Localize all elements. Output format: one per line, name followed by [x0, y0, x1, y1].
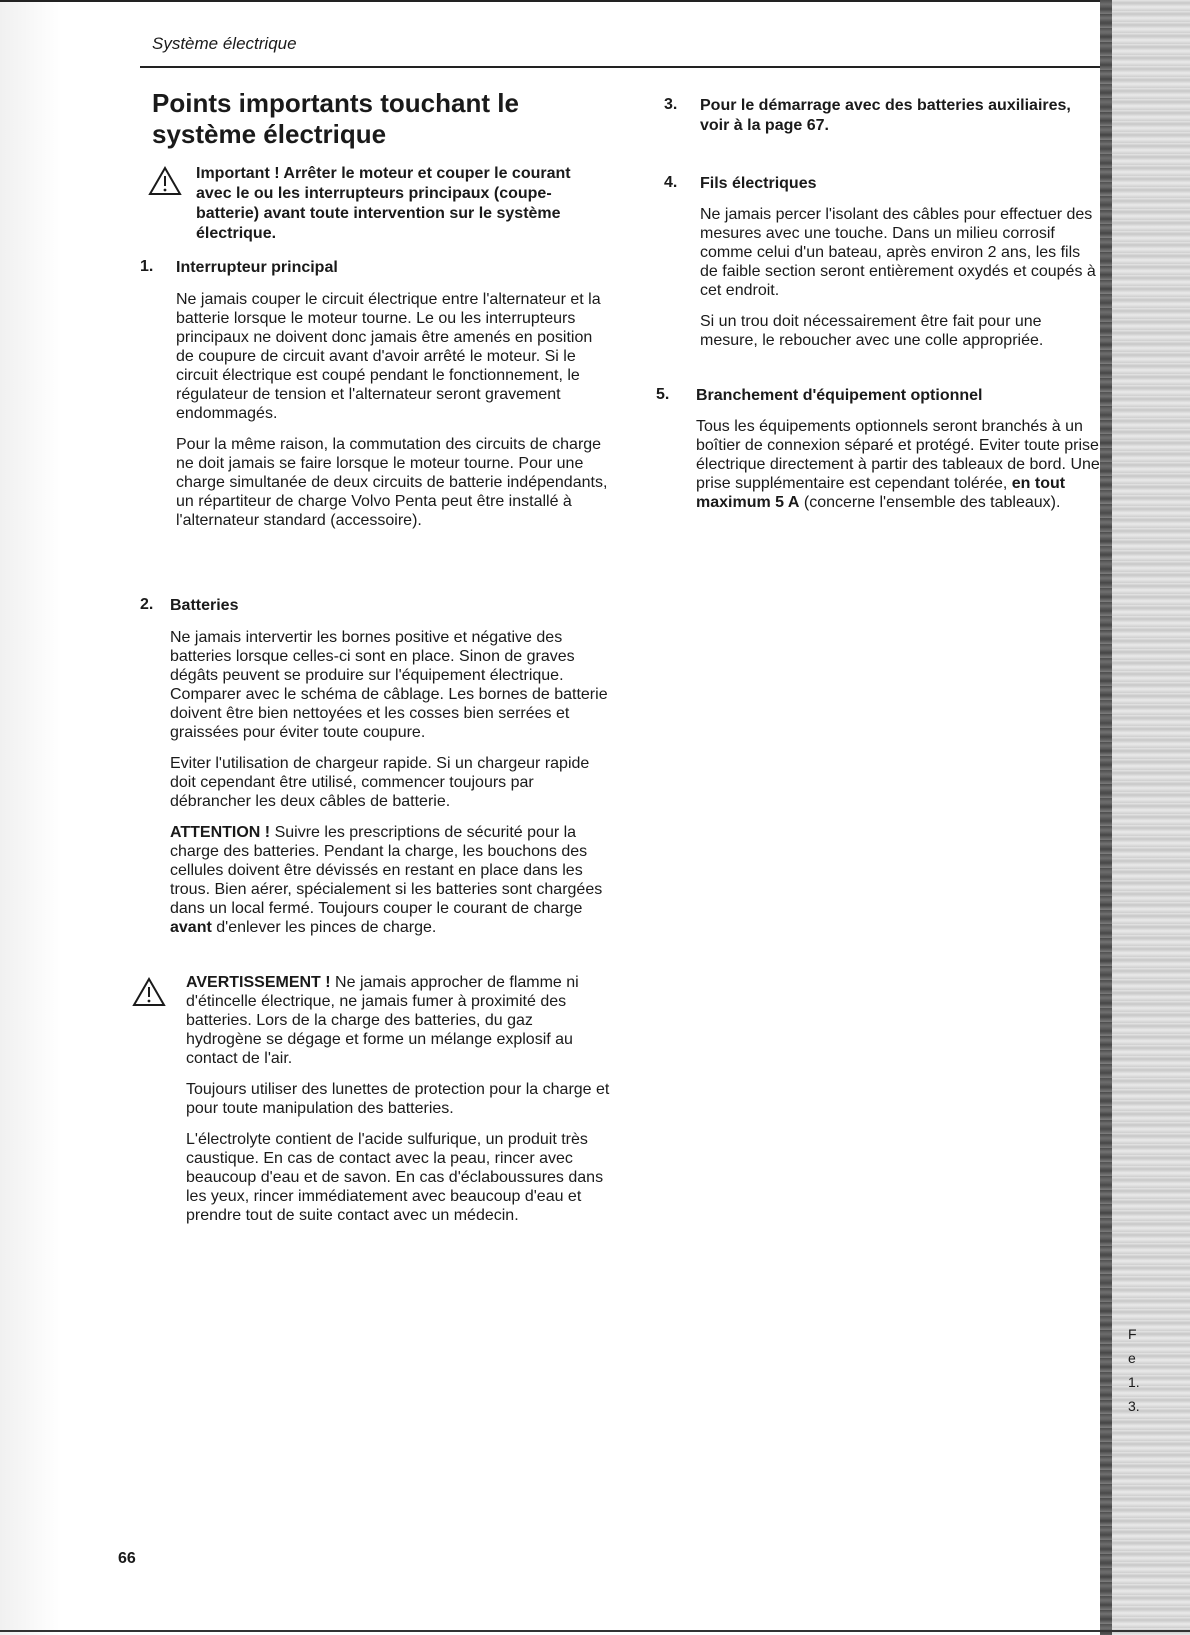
page-title: Points importants touchant le système électrique	[152, 88, 519, 149]
item-heading: Branchement d'équipement optionnel	[696, 387, 983, 404]
attention-bold-word: avant	[170, 919, 212, 936]
top-rule	[0, 0, 1100, 2]
header-rule	[140, 66, 1100, 68]
paragraph	[696, 417, 1100, 512]
scan-binding-strip	[1100, 0, 1112, 1635]
text-segment: Tous les équipements optionnels seront branchés à un boîtier de connexion séparé et protégé. Eviter toute prise électrique directement à partir des tableaux de bord. Une prise supplémentaire est cependant tolérée,	[696, 418, 1100, 492]
scan-shadow-left	[0, 0, 60, 1635]
attention-paragraph	[170, 823, 610, 937]
item-number: 5.	[656, 386, 670, 403]
paragraph: L'électrolyte contient de l'acide sulfurique, un produit très caustique. En cas de contact avec la peau, rincer avec beaucoup d'eau et de savon. En cas d'éclaboussures dans les yeux, rincer immédiatement avec beaucoup d'eau et prendre tout de suite contact avec un médecin.	[186, 1131, 604, 1224]
item-fils	[660, 174, 1100, 350]
right-column	[656, 96, 1100, 512]
paragraph: Ne jamais intervertir les bornes positive et négative des batteries lorsque celles-ci sont en place. Sinon de graves dégâts peuvent se produire sur l'équipement électrique. Comparer avec le schéma de câblage. Les bornes de batterie doivent être bien nettoyées et les cosses bien serrées et graissées pour éviter toute coupure.	[170, 629, 608, 741]
paragraph: Si un trou doit nécessairement être fait pour une mesure, le reboucher avec une colle appropriée.	[700, 313, 1044, 349]
item-demarrage	[660, 96, 1100, 136]
paragraph: Eviter l'utilisation de chargeur rapide. Si un chargeur rapide doit cependant être utilisé, commencer toujours par débrancher les deux câbles de batterie.	[170, 755, 590, 810]
item-branchement	[656, 386, 1100, 512]
important-text: Important ! Arrêter le moteur et couper le courant avec le ou les interrupteurs principaux (coupe-batterie) avant toute intervention sur le système électrique.	[196, 165, 571, 242]
attention-text: Suivre les prescriptions de sécurité pour la charge des batteries. Pendant la charge, les bouchons des cellules doivent être dévissés en restant en place dans les trous. Bien aérer, spécialement si les batteries sont chargées dans un local fermé. Toujours couper le courant de charge	[170, 824, 603, 917]
item-heading: Interrupteur principal	[176, 259, 338, 276]
page-number: 66	[118, 1550, 136, 1567]
margin-fragment: 1.	[1128, 1374, 1140, 1390]
item-heading: Batteries	[170, 597, 239, 614]
paragraph: Ne jamais couper le circuit électrique entre l'alternateur et la batterie lorsque le moteur tourne. Le ou les interrupteurs principaux ne doivent donc jamais être amenés en position de coupure de circuit avant d'avoir arrêté le moteur. Si le circuit électrique est coupé pendant le fonctionnement, le régulateur de tension et l'alternateur seront gravement endommagés.	[176, 291, 601, 422]
bold-segment: en tout maximum 5 A	[696, 475, 1066, 511]
margin-fragment: F	[1128, 1326, 1137, 1342]
important-notice	[140, 164, 610, 244]
item-batteries	[140, 596, 610, 937]
scan-shadow-right	[1100, 0, 1190, 1635]
item-heading: Fils électriques	[700, 175, 817, 192]
left-column	[140, 88, 610, 1225]
warning-triangle-icon	[132, 977, 166, 1007]
warning-paragraph	[186, 973, 610, 1068]
paragraph: Pour la même raison, la commutation des circuits de charge ne doit jamais se faire lorsque le moteur tourne. Pour une charge simultanée de deux circuits de batterie indépendants, un répartiteur de charge Volvo Penta peut être installé à l'alternateur standard (accessoire).	[176, 436, 608, 529]
item-number: 2.	[140, 596, 154, 613]
margin-fragment: e	[1128, 1350, 1136, 1366]
attention-tail: d'enlever les pinces de charge.	[211, 919, 437, 936]
item-interrupteur	[140, 258, 610, 530]
text-segment: (concerne l'ensemble des tableaux).	[799, 494, 1061, 511]
item-number: 4.	[664, 174, 678, 191]
warning-text: Ne jamais approcher de flamme ni d'étincelle électrique, ne jamais fumer à proximité des batteries. Lors de la charge des batteries, du gaz hydrogène se dégage et forme un mélange explosif au contact de l'air.	[186, 974, 579, 1067]
warning-notice	[140, 973, 610, 1225]
attention-label: ATTENTION !	[170, 824, 271, 841]
warning-label: AVERTISSEMENT !	[186, 974, 331, 991]
paragraph: Ne jamais percer l'isolant des câbles pour effectuer des mesures avec une touche. Dans un milieu corrosif comme celui d'un bateau, après environ 2 ans, les fils de faible section seront entièrement oxydés et coupés à cet endroit.	[700, 206, 1096, 299]
item-heading: Pour le démarrage avec des batteries auxiliaires, voir à la page 67.	[700, 97, 1071, 134]
bottom-rule	[0, 1630, 1190, 1632]
item-number: 1.	[140, 258, 154, 275]
running-header: Système électrique	[152, 34, 297, 53]
margin-fragment: 3.	[1128, 1398, 1140, 1414]
warning-triangle-icon	[148, 166, 182, 196]
paragraph: Toujours utiliser des lunettes de protection pour la charge et pour toute manipulation des batteries.	[186, 1081, 610, 1117]
item-number: 3.	[664, 96, 678, 113]
